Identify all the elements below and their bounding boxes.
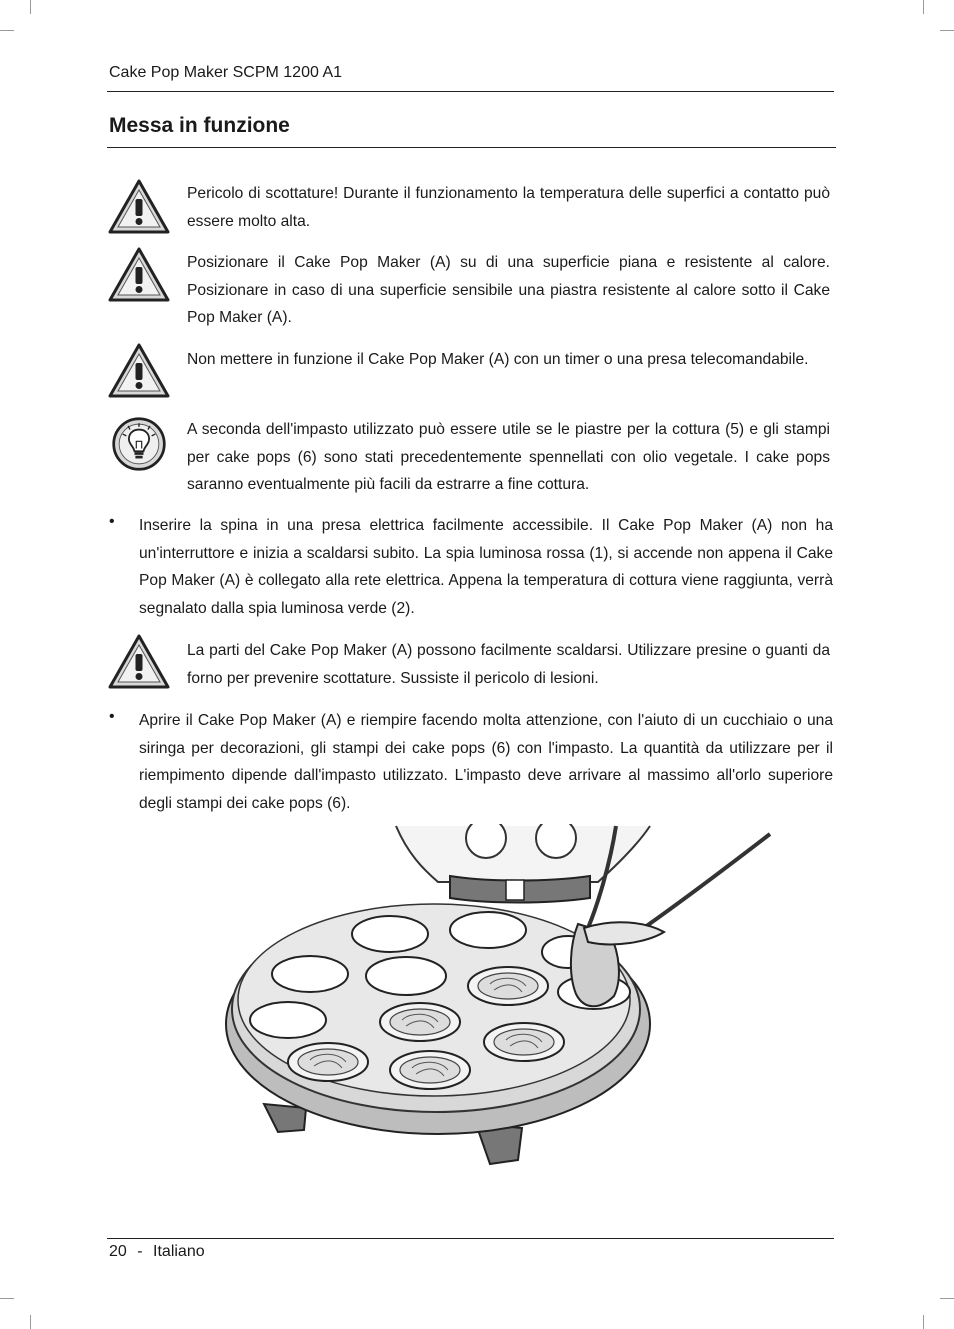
lightbulb-icon bbox=[108, 416, 170, 472]
section-title: Messa in funzione bbox=[109, 114, 290, 137]
crop-mark bbox=[923, 1315, 924, 1329]
warning-icon bbox=[108, 343, 170, 399]
footer-separator: - bbox=[137, 1243, 143, 1260]
crop-mark bbox=[0, 30, 14, 31]
note-text: Non mettere in funzione il Cake Pop Maker (A) con un timer o una presa telecomandabile. bbox=[187, 351, 809, 368]
cake-pop-maker-illustration bbox=[218, 824, 778, 1170]
crop-mark bbox=[30, 0, 31, 14]
header-rule bbox=[107, 91, 834, 92]
warning-text: La parti del Cake Pop Maker (A) possono facilmente scaldarsi. Utilizzare presine o guanti da forno per prevenire scottature. Sussiste il pericolo di lesioni. bbox=[187, 642, 830, 687]
warning-icon bbox=[108, 247, 170, 303]
tip-text: A seconda dell'impasto utilizzato può essere utile se le piastre per la cottura (5) e gli stampi per cake pops (6) sono stati precedentemente spennellati con olio vegetale. I cake pops saranno eventualmente più facili da estrarre a fine cottura. bbox=[187, 421, 830, 493]
footer-language: Italiano bbox=[153, 1243, 205, 1260]
bullet-symbol: • bbox=[109, 513, 115, 530]
bullet-symbol: • bbox=[109, 708, 115, 725]
bullet-text: Inserire la spina in una presa elettrica facilmente accessibile. Il Cake Pop Maker (A) non ha un'interruttore e inizia a scaldarsi subito. La spia luminosa rossa (1), si accende non appena il Cake Pop Maker (A) è collegato alla rete elettrica. Appena la temperatura di cottura viene raggiunta, verrà segnalato dalla spia luminosa verde (2). bbox=[139, 517, 833, 617]
warning-icon bbox=[108, 179, 170, 235]
section-rule bbox=[107, 147, 836, 148]
crop-mark bbox=[0, 1298, 14, 1299]
crop-mark bbox=[30, 1315, 31, 1329]
page-number: 20 bbox=[109, 1243, 127, 1260]
note-text: Pericolo di scottature! Durante il funzionamento la temperatura delle superfici a contatto può essere molto alta. bbox=[187, 185, 830, 230]
crop-mark bbox=[940, 1298, 954, 1299]
running-header: Cake Pop Maker SCPM 1200 A1 bbox=[109, 64, 343, 81]
footer-rule bbox=[107, 1238, 834, 1239]
crop-mark bbox=[940, 30, 954, 31]
note-text: Posizionare il Cake Pop Maker (A) su di una superficie piana e resistente al calore. Posizionare in caso di una superficie sensibile una piastra resistente al calore sotto il Cake Pop Maker (A). bbox=[187, 254, 830, 326]
crop-mark bbox=[923, 0, 924, 14]
warning-icon bbox=[108, 634, 170, 690]
bullet-text: Aprire il Cake Pop Maker (A) e riempire facendo molta attenzione, con l'aiuto di un cucchiaio o una siringa per decorazioni, gli stampi dei cake pops (6) con l'impasto. La quantità da utilizzare per il riempimento dipende dall'impasto utilizzato. L'impasto deve arrivare al massimo all'orlo superiore degli stampi dei cake pops (6). bbox=[139, 712, 833, 812]
page-footer bbox=[109, 1243, 205, 1261]
